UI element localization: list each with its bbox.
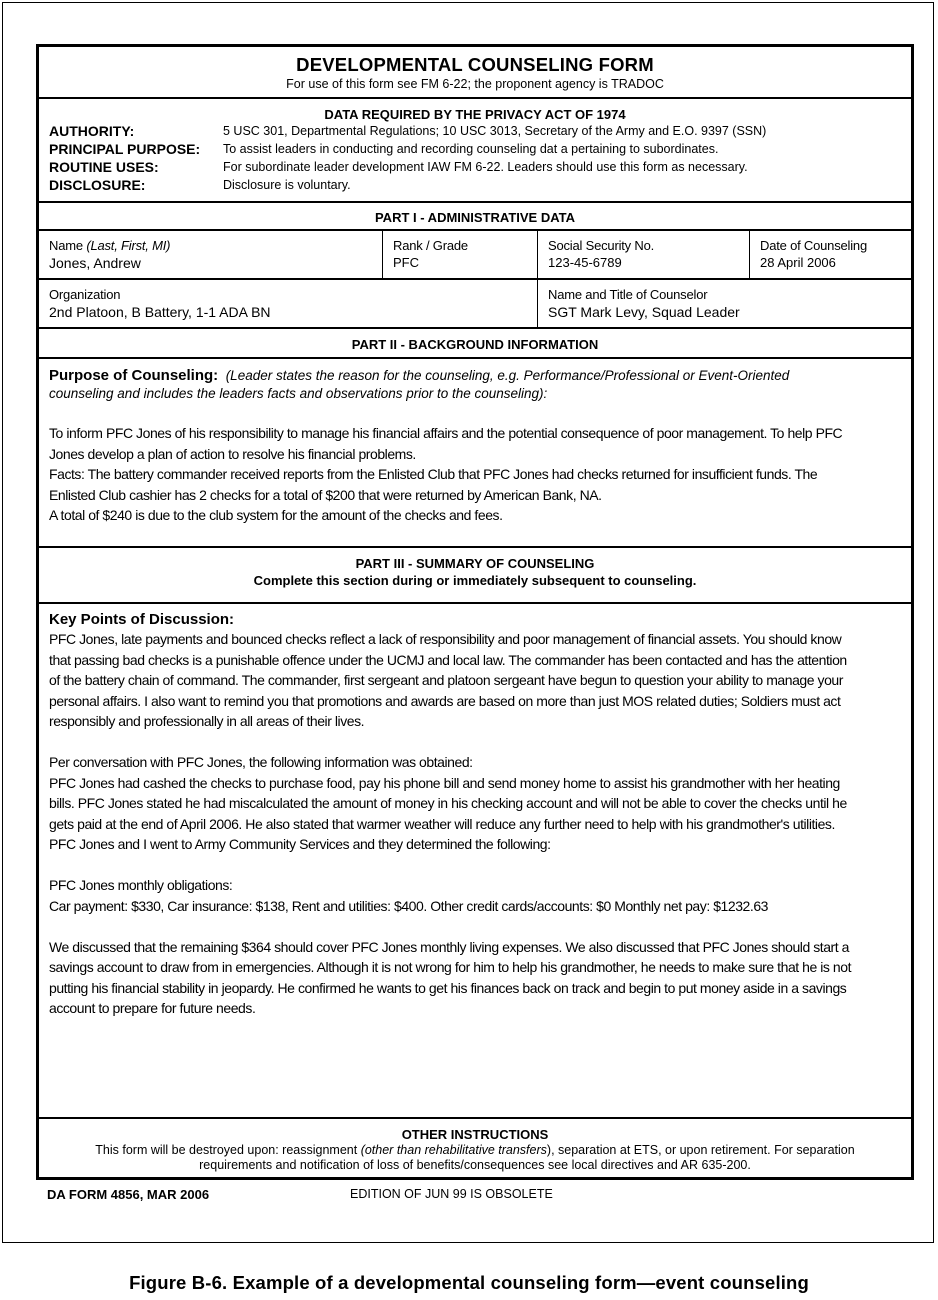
text-line: A total of $240 is due to the club system for the amount of the checks and fees.	[49, 507, 503, 523]
admin-row-2	[39, 280, 911, 329]
admin-row-1	[39, 231, 911, 280]
purpose-block	[49, 367, 909, 403]
privacy-label: PRINCIPAL PURPOSE:	[49, 141, 201, 157]
text-line: account to prepare for future needs.	[49, 1000, 256, 1016]
counseling-form	[36, 44, 914, 1180]
part2-heading: PART II - BACKGROUND INFORMATION	[351, 337, 599, 352]
organization-value: 2nd Platoon, B Battery, 1-1 ADA BN	[49, 304, 271, 320]
counselor-cell	[538, 280, 911, 327]
privacy-value: To assist leaders in conducting and recording counseling dat a pertaining to subordinates.	[223, 142, 719, 156]
other-instructions	[39, 1119, 911, 1177]
privacy-row-uses	[49, 159, 748, 175]
privacy-label: AUTHORITY:	[49, 123, 135, 139]
text-line: Enlisted Club cashier has 2 checks for a total of $200 that were returned by American Bank, NA.	[49, 486, 602, 503]
text-line: Per conversation with PFC Jones, the following information was obtained:	[49, 754, 473, 770]
text-line: We discussed that the remaining $364 should cover PFC Jones monthly living expenses. We also discussed that PFC Jones should start a	[49, 938, 849, 955]
form-header	[39, 47, 911, 99]
name-label: Name	[49, 238, 83, 253]
counselor-label: Name and Title of Counselor	[548, 287, 708, 302]
text-line: savings account to draw from in emergencies. Although it is not wrong for him to help his grandmother, he needs to make sure that he is not	[49, 959, 852, 975]
organization-label: Organization	[49, 287, 121, 302]
text-line: bills. PFC Jones stated he had miscalculated the amount of money in his checking account and will not be able to cover the checks until he	[49, 795, 847, 811]
summary-section	[39, 604, 911, 1119]
text-line: Facts: The battery commander received reports from the Enlisted Club that PFC Jones had checks returned for insufficient funds. The	[49, 466, 818, 482]
name-value: Jones, Andrew	[49, 255, 141, 271]
form-subtitle: For use of this form see FM 6-22; the proponent agency is TRADOC	[286, 77, 664, 91]
background-section	[39, 359, 911, 548]
privacy-value: 5 USC 301, Departmental Regulations; 10 USC 3013, Secretary of the Army and E.O. 9397 (SSN)	[223, 124, 767, 138]
other-heading: OTHER INSTRUCTIONS	[401, 1127, 549, 1142]
purpose-hint: (Leader states the reason for the counseling, e.g. Performance/Professional or Event-Oriented	[225, 368, 790, 383]
text-line: that passing bad checks is a punishable offence under the UCMJ and local law. The commander has been contacted and has the attention	[49, 651, 847, 668]
date-label: Date of Counseling	[760, 238, 867, 253]
rank-label: Rank / Grade	[393, 238, 468, 253]
edition-note: EDITION OF JUN 99 IS OBSOLETE	[350, 1187, 553, 1201]
other-text: ), separation at ETS, or upon retirement. For separation	[546, 1143, 855, 1157]
ssn-cell	[538, 231, 750, 278]
text-line: Car payment: $330, Car insurance: $138, Rent and utilities: $400. Other credit cards/accounts: $0 Monthly net pay: $1232.63	[49, 897, 768, 914]
privacy-label: ROUTINE USES:	[49, 159, 159, 175]
part2-header	[39, 329, 911, 359]
privacy-row-authority	[49, 123, 767, 139]
text-line: Jones develop a plan of action to resolve his financial problems.	[49, 445, 416, 462]
text-line: To inform PFC Jones of his responsibility to manage his financial affairs and the potential consequence of poor management. To help PFC	[49, 425, 843, 441]
text-line: PFC Jones, late payments and bounced checks reflect a lack of responsibility and poor management of financial assets. You should know	[49, 631, 842, 647]
key-points-label: Key Points of Discussion:	[49, 611, 235, 628]
other-line-1	[39, 1143, 911, 1157]
purpose-hint-cont: counseling and includes the leaders facts and observations prior to the counseling):	[49, 386, 548, 401]
text-line: gets paid at the end of April 2006. He also stated that warmer weather will reduce any further need to help with his grandmother's utilities.	[49, 815, 835, 832]
purpose-label: Purpose of Counseling:	[49, 367, 219, 384]
rank-cell	[383, 231, 538, 278]
organization-cell	[39, 280, 538, 327]
form-title: DEVELOPMENTAL COUNSELING FORM	[296, 54, 654, 75]
form-number: DA FORM 4856, MAR 2006	[47, 1187, 210, 1202]
text-line: PFC Jones and I went to Army Community Services and they determined the following:	[49, 836, 551, 852]
text-line: responsibly and professionally in all areas of their lives.	[49, 713, 365, 729]
text-line: of the battery chain of command. The commander, first sergeant and platoon sergeant have begun to question your ability to manage your	[49, 672, 843, 688]
text-line: PFC Jones monthly obligations:	[49, 877, 233, 893]
date-value: 28 April 2006	[760, 255, 836, 270]
privacy-row-purpose	[49, 141, 719, 157]
counselor-value: SGT Mark Levy, Squad Leader	[548, 304, 740, 320]
date-cell	[750, 231, 911, 278]
text-line: putting his financial stability in jeopardy. He confirmed he wants to get his finances back on track and begin to put money aside in a savings	[49, 979, 847, 996]
other-text-italic: (other than rehabilitative transfers	[360, 1143, 547, 1157]
ssn-value: 123-45-6789	[548, 255, 622, 270]
ssn-label: Social Security No.	[548, 238, 655, 253]
name-cell	[39, 231, 383, 278]
part1-heading: PART I - ADMINISTRATIVE DATA	[374, 210, 576, 225]
part1-header	[39, 203, 911, 231]
key-points-text	[49, 629, 909, 1019]
rank-value: PFC	[393, 255, 419, 270]
part3-header	[39, 548, 911, 604]
privacy-act-section	[39, 99, 911, 203]
privacy-value: For subordinate leader development IAW FM 6-22. Leaders should use this form as necessary.	[223, 160, 748, 174]
text-line: personal affairs. I also want to remind you that promotions and awards are based on more than just MOS related duties; Soldiers must act	[49, 692, 841, 709]
figure-caption: Figure B-6. Example of a developmental counseling form—event counseling	[129, 1272, 809, 1293]
privacy-value: Disclosure is voluntary.	[223, 178, 351, 192]
purpose-text	[49, 423, 909, 526]
part3-heading: PART III - SUMMARY OF COUNSELING	[355, 556, 595, 571]
part3-subheading: Complete this section during or immediately subsequent to counseling.	[253, 573, 697, 588]
other-text: This form will be destroyed upon: reassignment	[95, 1143, 361, 1157]
privacy-label: DISCLOSURE:	[49, 177, 146, 193]
other-line-2: requirements and notification of loss of benefits/consequences see local directives and AR 635-200.	[199, 1158, 751, 1172]
text-line: PFC Jones had cashed the checks to purchase food, pay his phone bill and send money home to assist his grandmother with her heating	[49, 774, 840, 791]
privacy-heading: DATA REQUIRED BY THE PRIVACY ACT OF 1974	[324, 107, 626, 122]
name-label-hint: (Last, First, MI)	[86, 238, 171, 253]
privacy-row-disclosure	[49, 177, 351, 193]
